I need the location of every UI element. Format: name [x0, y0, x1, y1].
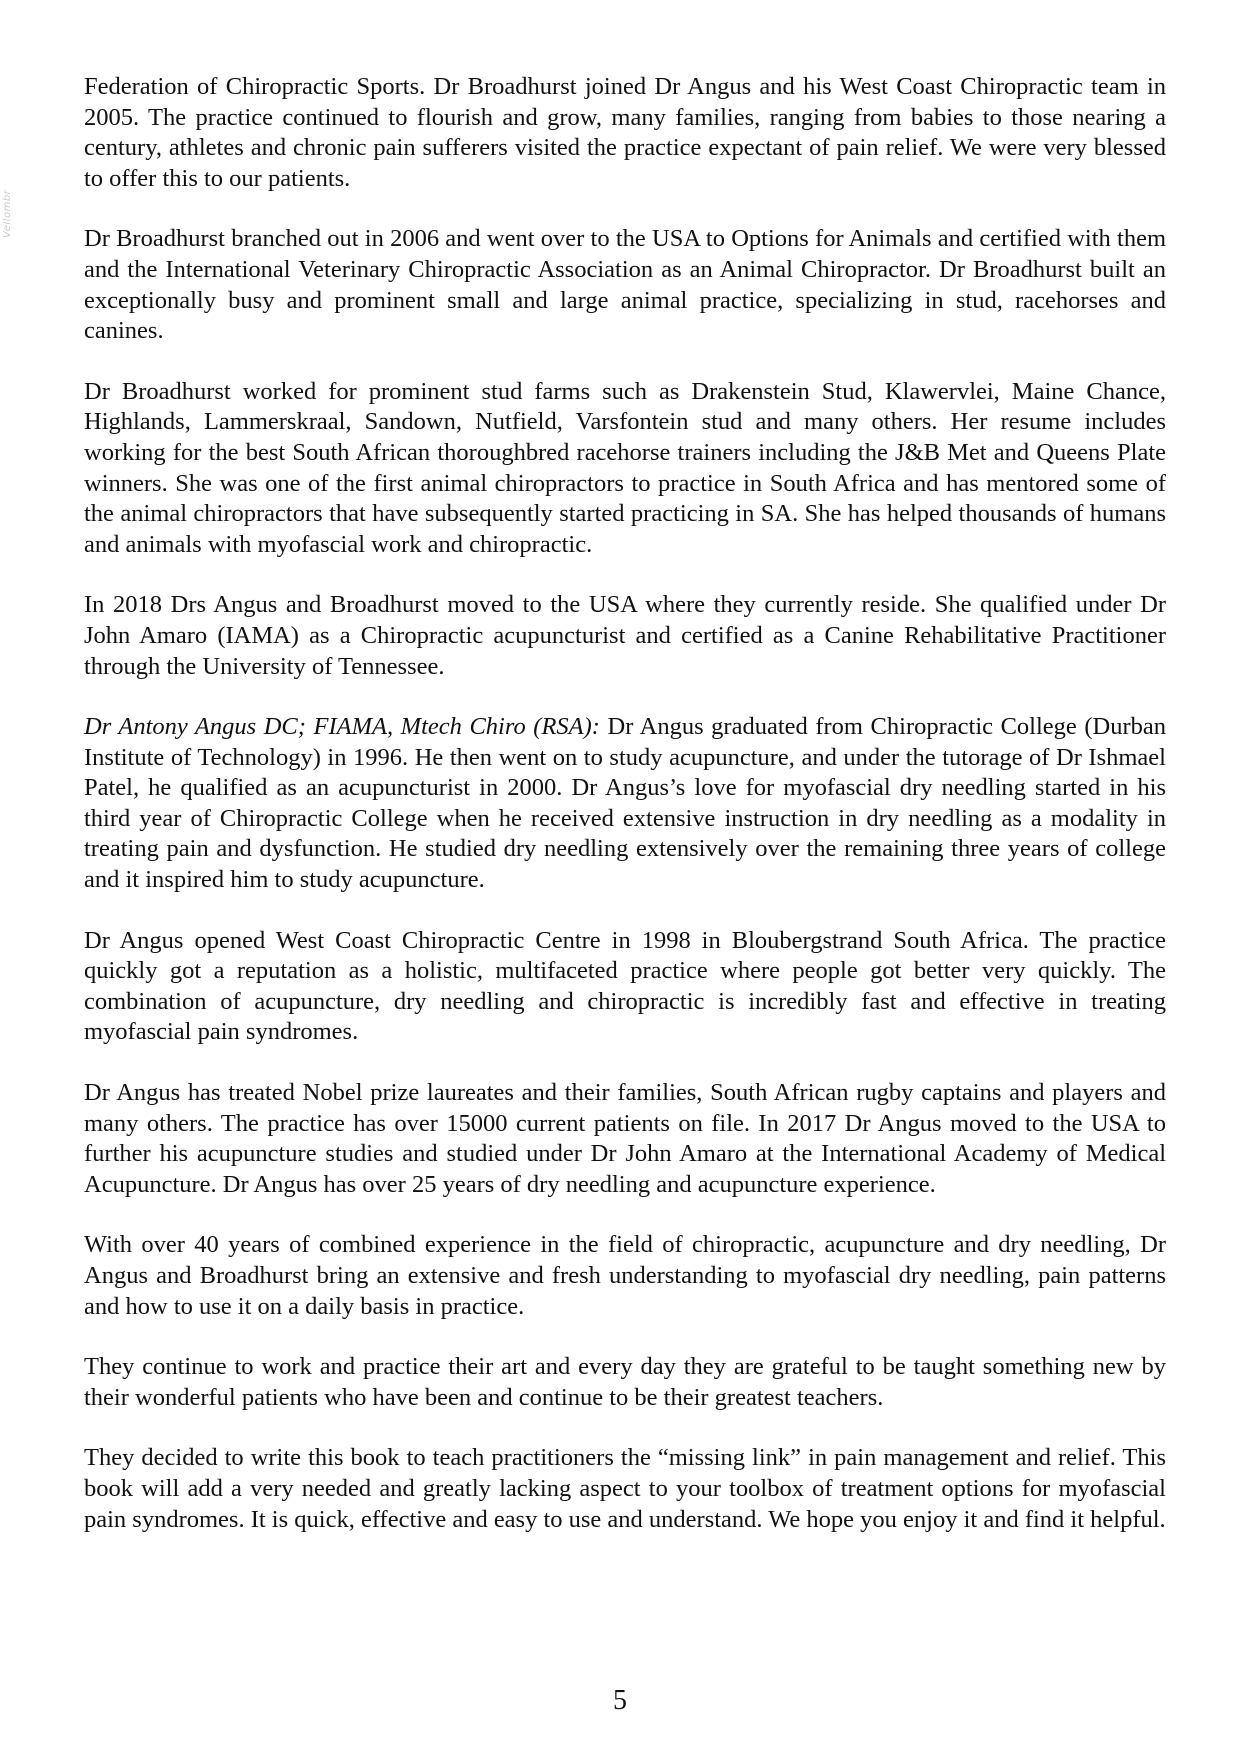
paragraph-1: [84, 72, 1166, 194]
paragraph-9: [84, 1352, 1166, 1413]
paragraph-text: They decided to write this book to teach practitioners the “missing link” in pain management and relief. This book will add a very needed and greatly lacking aspect to your toolbox of treatment options for myofascial pain syndromes. It is quick, effective and easy to use and understand. We hope you enjoy it and find it helpful.: [84, 1444, 1166, 1533]
watermark: Vellombr: [2, 189, 13, 238]
paragraph-text: With over 40 years of combined experience in the field of chiropractic, acupuncture and dry needling, Dr Angus and Broadhurst bring an extensive and fresh understanding to myofascial dry needling, pain patterns and how to use it on a daily basis in practice.: [84, 1231, 1166, 1320]
paragraph-text: In 2018 Drs Angus and Broadhurst moved to the USA where they currently reside. She qualified under Dr John Amaro (IAMA) as a Chiropractic acupuncturist and certified as a Canine Rehabilitative Practitioner through the University of Tennessee.: [84, 591, 1166, 680]
page-number: 5: [613, 1685, 627, 1716]
page-body: [84, 72, 1166, 1565]
paragraph-6: [84, 926, 1166, 1048]
paragraph-2: [84, 224, 1166, 346]
paragraph-3: [84, 377, 1166, 561]
italic-lead: Dr Antony Angus DC; FIAMA, Mtech Chiro (RSA):: [84, 713, 600, 741]
paragraph-10: [84, 1443, 1166, 1535]
paragraph-8: [84, 1230, 1166, 1322]
paragraph-text: Dr Angus graduated from Chiropractic College (Durban Institute of Technology) in 1996. He then went on to study acupuncture, and under the tutorage of Dr Ishmael Patel, he qualified as an acupuncturist in 2000. Dr Angus’s love for myofascial dry needling started in his third year of Chiropractic College when he received extensive instruction in dry needling as a modality in treating pain and dysfunction. He studied dry needling extensively over the remaining three years of college and it inspired him to study acupuncture.: [84, 713, 1166, 894]
paragraph-text: They continue to work and practice their art and every day they are grateful to be taught something new by their wonderful patients who have been and continue to be their greatest teachers.: [84, 1353, 1166, 1411]
paragraph-4: [84, 590, 1166, 682]
paragraph-7: [84, 1078, 1166, 1200]
paragraph-text: Dr Broadhurst branched out in 2006 and went over to the USA to Options for Animals and certified with them and the International Veterinary Chiropractic Association as an Animal Chiropractor. Dr Broadhurst built an exceptionally busy and prominent small and large animal practice, specializing in stud, racehorses and canines.: [84, 225, 1166, 345]
paragraph-text: Dr Broadhurst worked for prominent stud farms such as Drakenstein Stud, Klawervlei, Maine Chance, Highlands, Lammerskraal, Sandown, Nutfield, Varsfontein stud and many others. Her resume includes working for the best South African thoroughbred racehorse trainers including the J&B Met and Queens Plate winners. She was one of the first animal chiropractors to practice in South Africa and has mentored some of the animal chiropractors that have subsequently started practicing in SA. She has helped thousands of humans and animals with myofascial work and chiropractic.: [84, 377, 1166, 558]
paragraph-5: [84, 712, 1166, 896]
paragraph-text: Federation of Chiropractic Sports. Dr Broadhurst joined Dr Angus and his West Coast Chiropractic team in 2005. The practice continued to flourish and grow, many families, ranging from babies to those nearing a century, athletes and chronic pain sufferers visited the practice expectant of pain relief. We were very blessed to offer this to our patients.: [84, 73, 1166, 192]
paragraph-text: Dr Angus opened West Coast Chiropractic Centre in 1998 in Bloubergstrand South Africa. The practice quickly got a reputation as a holistic, multifaceted practice where people got better very quickly. The combination of acupuncture, dry needling and chiropractic is incredibly fast and effective in treating myofascial pain syndromes.: [84, 926, 1166, 1046]
paragraph-text: Dr Angus has treated Nobel prize laureates and their families, South African rugby captains and players and many others. The practice has over 15000 current patients on file. In 2017 Dr Angus moved to the USA to further his acupuncture studies and studied under Dr John Amaro at the International Academy of Medical Acupuncture. Dr Angus has over 25 years of dry needling and acupuncture experience.: [84, 1079, 1166, 1198]
